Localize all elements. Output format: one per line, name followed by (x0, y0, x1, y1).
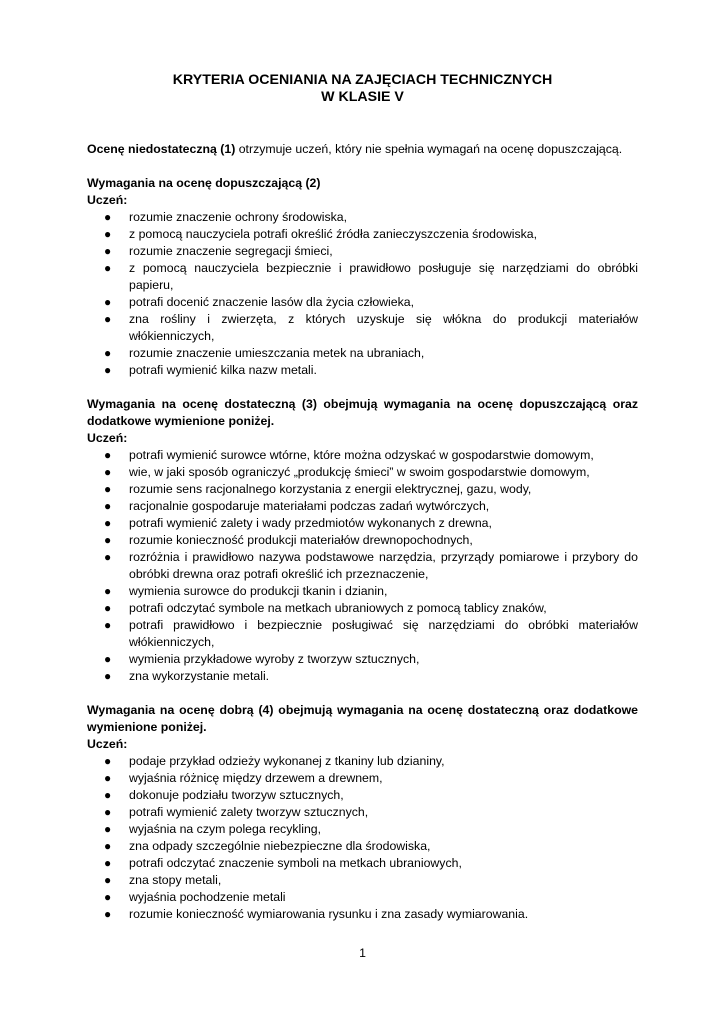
list-item: ● wymienia surowce do produkcji tkanin i dzianin, (104, 584, 388, 598)
bullet-icon: ● (104, 601, 112, 615)
list-item: ● potrafi prawidłowo i bezpiecznie posługiwać się narzędziami do obróbki materiałów włókienniczych, (104, 618, 638, 649)
bullet-icon: ● (104, 805, 112, 819)
list-item: ● potrafi docenić znaczenie lasów dla życia człowieka, (104, 295, 415, 309)
list-item: ● potrafi wymienić zalety tworzyw sztucznych, (104, 805, 369, 819)
document-page (87, 72, 638, 923)
section-student-label: Uczeń: (87, 737, 128, 751)
list-item: ● potrafi odczytać symbole na metkach ubraniowych z pomocą tablicy znaków, (104, 601, 547, 615)
list-item: ● zna rośliny i zwierzęta, z których uzyskuje się włókna do produkcji materiałów włókienniczych, (104, 312, 638, 343)
bullet-icon: ● (104, 448, 112, 462)
document-title-line2: W KLASIE V (321, 89, 404, 105)
section-heading-grade-2: Wymagania na ocenę dopuszczającą (2) (87, 176, 321, 190)
list-item: ● wyjaśnia na czym polega recykling, (104, 822, 322, 836)
list-item: ● rozumie sens racjonalnego korzystania z energii elektrycznej, gazu, wody, (104, 482, 532, 496)
bullet-icon: ● (104, 312, 112, 326)
bullet-icon: ● (104, 890, 112, 904)
page-number: 1 (359, 946, 366, 960)
bullet-icon: ● (104, 873, 112, 887)
bullet-icon: ● (104, 533, 112, 547)
list-item: ● z pomocą nauczyciela bezpiecznie i prawidłowo posługuje się narzędziami do obróbki papieru, (104, 261, 638, 292)
bullet-icon: ● (104, 482, 112, 496)
list-item: ● wie, w jaki sposób ograniczyć „produkcję śmieci” w swoim gospodarstwie domowym, (104, 465, 590, 479)
list-item: ● racjonalnie gospodaruje materiałami podczas zadań wytwórczych, (104, 499, 490, 513)
list-item: ● zna odpady szczególnie niebezpieczne dla środowiska, (104, 839, 431, 853)
bullet-icon: ● (104, 465, 112, 479)
list-item: ● zna wykorzystanie metali. (104, 669, 270, 683)
bullet-icon: ● (104, 907, 112, 921)
list-item: ● rozumie znaczenie umieszczania metek na ubraniach, (104, 346, 425, 360)
bullet-icon: ● (104, 244, 112, 258)
list-item: ● potrafi wymienić surowce wtórne, które można odzyskać w gospodarstwie domowym, (104, 448, 594, 462)
bullet-icon: ● (104, 363, 112, 377)
bullet-icon: ● (104, 856, 112, 870)
document-title-line1: KRYTERIA OCENIANIA NA ZAJĘCIACH TECHNICZNYCH (172, 72, 553, 88)
bullet-icon: ● (104, 652, 112, 666)
list-item: ● rozróżnia i prawidłowo nazywa podstawowe narzędzia, przyrządy pomiarowe i przybory do obróbki drewna oraz potrafi określić ich przeznaczenie, (104, 550, 638, 581)
list-item: ● rozumie znaczenie segregacji śmieci, (104, 244, 333, 258)
intro-grade: Ocenę niedostateczną (1) (87, 142, 236, 156)
requirements-list-grade-4 (87, 753, 638, 923)
list-item: ● wymienia przykładowe wyroby z tworzyw sztucznych, (104, 652, 420, 666)
bullet-icon: ● (104, 227, 112, 241)
list-item: ● rozumie znaczenie ochrony środowiska, (104, 210, 348, 224)
bullet-icon: ● (104, 584, 112, 598)
list-item: ● podaje przykład odzieży wykonanej z tkaniny lub dzianiny, (104, 754, 445, 768)
bullet-icon: ● (104, 210, 112, 224)
bullet-icon: ● (104, 788, 112, 802)
bullet-icon: ● (104, 618, 112, 632)
section-heading-grade-4: Wymagania na ocenę dobrą (4) obejmują wymagania na ocenę dostateczną oraz dodatkowe wymienione poniżej. (87, 703, 638, 734)
list-item: ● z pomocą nauczyciela potrafi określić źródła zanieczyszczenia środowiska, (104, 227, 538, 241)
list-item: ● rozumie konieczność wymiarowania rysunku i zna zasady wymiarowania. (104, 907, 529, 921)
list-item: ● potrafi wymienić kilka nazw metali. (104, 363, 317, 377)
bullet-icon: ● (104, 346, 112, 360)
list-item: ● wyjaśnia różnicę między drzewem a drewnem, (104, 771, 383, 785)
bullet-icon: ● (104, 550, 112, 564)
bullet-icon: ● (104, 295, 112, 309)
bullet-icon: ● (104, 516, 112, 530)
list-item: ● dokonuje podziału tworzyw sztucznych, (104, 788, 344, 802)
bullet-icon: ● (104, 822, 112, 836)
bullet-icon: ● (104, 261, 112, 275)
intro-text: otrzymuje uczeń, który nie spełnia wymagań na ocenę dopuszczającą. (235, 142, 623, 156)
list-item: ● wyjaśnia pochodzenie metali (104, 890, 286, 904)
list-item: ● zna stopy metali, (104, 873, 222, 887)
bullet-icon: ● (104, 669, 112, 683)
section-student-label: Uczeń: (87, 193, 128, 207)
list-item: ● rozumie konieczność produkcji materiałów drewnopochodnych, (104, 533, 473, 547)
requirements-list-grade-3 (87, 447, 638, 685)
bullet-icon: ● (104, 839, 112, 853)
bullet-icon: ● (104, 499, 112, 513)
bullet-icon: ● (104, 771, 112, 785)
intro-paragraph (87, 141, 638, 158)
section-student-label: Uczeń: (87, 431, 128, 445)
section-heading-grade-3: Wymagania na ocenę dostateczną (3) obejmują wymagania na ocenę dopuszczającą oraz dodatkowe wymienione poniżej. (87, 397, 638, 428)
bullet-icon: ● (104, 754, 112, 768)
list-item: ● potrafi wymienić zalety i wady przedmiotów wykonanych z drewna, (104, 516, 492, 530)
requirements-list-grade-2 (87, 209, 638, 379)
list-item: ● potrafi odczytać znaczenie symboli na metkach ubraniowych, (104, 856, 462, 870)
